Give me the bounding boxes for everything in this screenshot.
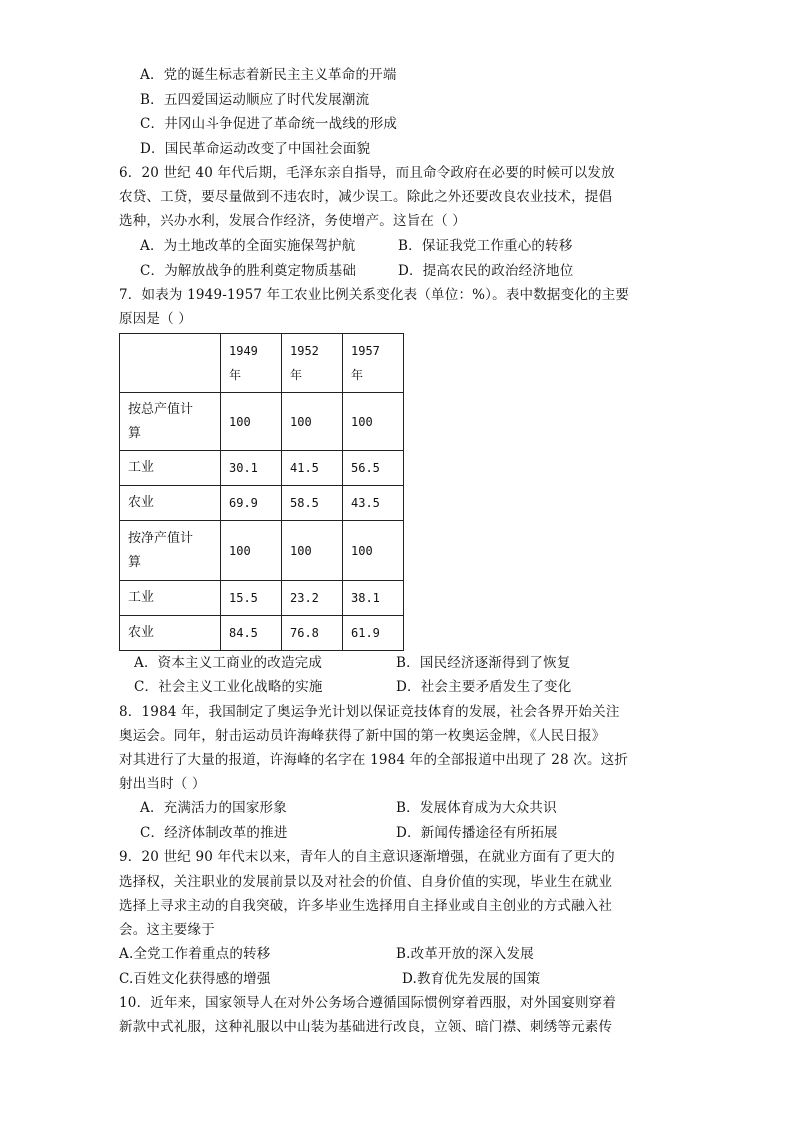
q9-option-a: A.全党工作着重点的转移 bbox=[119, 946, 271, 962]
table-cell: 41.5 bbox=[282, 451, 343, 486]
q8-option-a: A．充满活力的国家形象 bbox=[140, 800, 287, 816]
table-cell: 43.5 bbox=[343, 486, 404, 521]
q5-option-c: C．井冈山斗争促进了革命统一战线的形成 bbox=[140, 116, 398, 132]
q10-stem-line: 10．近年来，国家领导人在对外公务场合遵循国际惯例穿着西服，对外国宴则穿着 bbox=[119, 995, 617, 1011]
table-row bbox=[120, 581, 404, 616]
table-row bbox=[120, 616, 404, 651]
table-row-label: 工业 bbox=[120, 581, 221, 616]
q9-stem-line: 9．20 世纪 90 年代末以来，青年人的自主意识逐渐增强，在就业方面有了更大的 bbox=[119, 849, 615, 865]
q7-data-table bbox=[119, 333, 404, 651]
q8-option-d: D．新闻传播途径有所拓展 bbox=[396, 825, 558, 841]
q7-option-c: C．社会主义工业化战略的实施 bbox=[134, 679, 323, 695]
q5-option-a: A．党的诞生标志着新民主主义革命的开端 bbox=[140, 67, 397, 83]
table-row-label: 工业 bbox=[120, 451, 221, 486]
q9-stem-line: 选择上寻求主动的自我突破，许多毕业生选择用自主择业或自主创业的方式融入社 bbox=[119, 898, 613, 914]
q7-option-a: A．资本主义工商业的改造完成 bbox=[134, 655, 323, 671]
q9-stem-line: 选择权，关注职业的发展前景以及对社会的价值、自身价值的实现，毕业生在就业 bbox=[119, 874, 613, 890]
q5-option-b: B．五四爱国运动顺应了时代发展潮流 bbox=[140, 92, 370, 108]
table-cell: 30.1 bbox=[221, 451, 282, 486]
q8-stem-line: 8．1984 年，我国制定了奥运争光计划以保证竞技体育的发展，社会各界开始关注 bbox=[119, 704, 620, 720]
table-cell: 38.1 bbox=[343, 581, 404, 616]
table-cell: 84.5 bbox=[221, 616, 282, 651]
q7-option-d: D．社会主要矛盾发生了变化 bbox=[396, 679, 572, 695]
q7-option-b: B．国民经济逐渐得到了恢复 bbox=[396, 655, 571, 671]
table-cell: 76.8 bbox=[282, 616, 343, 651]
table-header-cell bbox=[120, 334, 221, 393]
table-cell: 100 bbox=[343, 521, 404, 581]
table-cell: 58.5 bbox=[282, 486, 343, 521]
q6-option-b: B．保证我党工作重心的转移 bbox=[398, 238, 573, 254]
q8-option-c: C．经济体制改革的推进 bbox=[140, 825, 288, 841]
table-cell: 23.2 bbox=[282, 581, 343, 616]
table-cell: 61.9 bbox=[343, 616, 404, 651]
table-row bbox=[120, 521, 404, 581]
q6-option-d: D．提高农民的政治经济地位 bbox=[398, 263, 574, 279]
q8-stem-line: 射出当时（ ） bbox=[119, 776, 206, 792]
table-header-row bbox=[120, 334, 404, 393]
table-header-cell bbox=[221, 334, 282, 393]
q9-option-c: C.百姓文化获得感的增强 bbox=[119, 971, 271, 987]
table-cell: 100 bbox=[343, 393, 404, 451]
q6-option-c: C．为解放战争的胜利奠定物质基础 bbox=[140, 263, 357, 279]
table-row-label bbox=[120, 521, 221, 581]
q8-stem-line: 对其进行了大量的报道，许海峰的名字在 1984 年的全部报道中出现了 28 次。这折 bbox=[119, 752, 629, 768]
q6-stem-line: 选种，兴办水利，发展合作经济，务使增产。这旨在（ ） bbox=[119, 213, 466, 229]
table-header-cell bbox=[343, 334, 404, 393]
table-row bbox=[120, 486, 404, 521]
table-row bbox=[120, 393, 404, 451]
table-cell: 100 bbox=[282, 521, 343, 581]
table-cell: 100 bbox=[282, 393, 343, 451]
table-cell: 69.9 bbox=[221, 486, 282, 521]
table-row-label bbox=[120, 393, 221, 451]
table-cell: 56.5 bbox=[343, 451, 404, 486]
q5-option-d: D．国民革命运动改变了中国社会面貌 bbox=[140, 141, 371, 157]
q9-option-d: D.教育优先发展的国策 bbox=[402, 971, 541, 987]
q7-stem-line: 7．如表为 1949-1957 年工农业比例关系变化表（单位：%）。表中数据变化的主要 bbox=[119, 287, 630, 303]
q7-stem-line: 原因是（ ） bbox=[119, 311, 192, 327]
q6-stem-line: 6．20 世纪 40 年代后期，毛泽东亲自指导，而且命令政府在必要的时候可以发放 bbox=[119, 165, 615, 181]
q8-option-b: B．发展体育成为大众共识 bbox=[396, 800, 557, 816]
table-cell: 100 bbox=[221, 521, 282, 581]
q6-option-a: A．为土地改革的全面实施保驾护航 bbox=[140, 238, 356, 254]
year-1949-label: 1949 年 bbox=[229, 344, 258, 382]
table-row-label: 农业 bbox=[120, 486, 221, 521]
q9-option-b: B.改革开放的深入发展 bbox=[396, 946, 534, 962]
q10-stem-line: 新款中式礼服，这种礼服以中山装为基础进行改良，立领、暗门襟、刺绣等元素传 bbox=[119, 1019, 613, 1035]
q6-stem-line: 农贷、工贷，要尽量做到不违农时，减少误工。除此之外还要改良农业技术，提倡 bbox=[119, 189, 613, 205]
table-row bbox=[120, 451, 404, 486]
row-label-text: 按总产值计 算 bbox=[128, 401, 194, 441]
table-cell: 100 bbox=[221, 393, 282, 451]
year-1952-label: 1952 年 bbox=[290, 344, 319, 382]
row-label-text: 按净产值计 算 bbox=[128, 530, 194, 570]
table-row-label: 农业 bbox=[120, 616, 221, 651]
table-cell: 15.5 bbox=[221, 581, 282, 616]
q9-stem-line: 会。这主要缘于 bbox=[119, 922, 215, 938]
q8-stem-line: 奥运会。同年，射击运动员许海峰获得了新中国的第一枚奥运金牌，《人民日报》 bbox=[119, 728, 606, 744]
table-header-cell bbox=[282, 334, 343, 393]
year-1957-label: 1957 年 bbox=[351, 344, 380, 382]
